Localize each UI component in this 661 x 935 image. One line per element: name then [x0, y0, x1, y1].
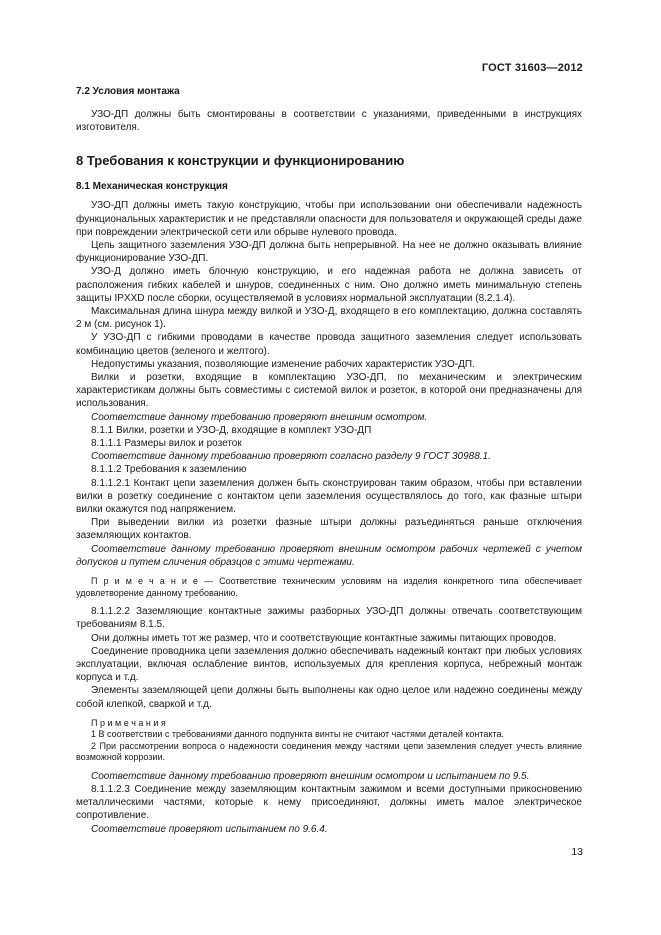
paragraph: Соединение проводника цепи заземления должно обеспечивать надежный контакт при любых условиях эксплуатации, включая ослабление винтов, используемых для крепления корпуса, небрежный монтаж корпуса и т.д. [76, 645, 582, 684]
subsection-title: 8.1.1.2 Требования к заземлению [91, 464, 247, 476]
page-content [76, 86, 582, 836]
paragraph: 8.1.1.2.2 Заземляющие контактные зажимы разборных УЗО-ДП должны отвечать соответствующим требованиям 8.1.5. [76, 606, 582, 631]
compliance-statement: Соответствие данному требованию проверяют внешним осмотром и испытанием по 9.5. [91, 770, 530, 782]
note [76, 576, 582, 599]
compliance-statement: Соответствие данному требованию проверяют внешним осмотром. [91, 411, 428, 423]
paragraph: Вилки и розетки, входящие в комплектацию УЗО-ДП, по механическим и электрическим характеристикам должны быть совместимы с системой вилок и розеток, в которой они предназначены для использования. [76, 372, 582, 410]
compliance-statement: Соответствие данному требованию проверяют согласно разделу 9 ГОСТ 30988.1. [91, 451, 491, 463]
subsection-title: 8.1.1.1 Размеры вилок и розеток [91, 438, 242, 450]
note-label: П р и м е ч а н и е [91, 576, 198, 587]
paragraph: УЗО-Д должно иметь блочную конструкцию, и его надежная работа не должна зависеть от расположения гибких кабелей и шнуров, соединенных с ним. Оно должно иметь минимальную степень защиты IPXXD после сборки, осуществляемой в условиях нормальной эксплуатации (8.2.1.4). [76, 266, 582, 304]
paragraph: Максимальная длина шнура между вилкой и УЗО-Д, входящего в его комплектацию, должна составлять 2 м (см. рисунок 1). [76, 306, 582, 331]
page-number: 13 [571, 846, 583, 858]
note-item: 2 При рассмотрении вопроса о надежности соединения между частями цепи заземления следует учесть влияние возможной коррозии. [76, 740, 582, 763]
paragraph: У УЗО-ДП с гибкими проводами в качестве провода защитного заземления следует использовать комбинацию цветов (зеленого и желтого). [76, 332, 582, 357]
paragraph: УЗО-ДП должны быть смонтированы в соответствии с указаниями, приведенными в инструкциях изготовителя. [76, 109, 582, 134]
compliance-statement: Соответствие данному требованию проверяют внешним осмотром рабочих чертежей с учетом допусков и путем сличения образцов с этими чертежами. [76, 543, 582, 568]
paragraph: Недопустимы указания, позволяющие изменение рабочих характеристик УЗО-ДП. [91, 358, 475, 370]
subsection-title: 8.1.1 Вилки, розетки и УЗО-Д, входящие в комплект УЗО-ДП [91, 424, 372, 436]
paragraph: 8.1.1.2.3 Соединение между заземляющим контактным зажимом и всеми доступными прикосновению металлическими частями, которые к нему присоединяют, должны иметь малое электрическое сопротивление. [76, 783, 582, 822]
paragraph: Элементы заземляющей цепи должны быть выполнены как одно целое или надежно соединены между собой клепкой, сваркой и т.д. [76, 685, 582, 710]
paragraph: 8.1.1.2.1 Контакт цепи заземления должен быть сконструирован таким образом, чтобы при вставлении вилки в розетку соединение с контактом цепи заземления осуществлялось до того, как фазные штыри вилки окажутся под напряжением. [76, 477, 582, 516]
paragraph: При выведении вилки из розетки фазные штыри должны разъединяться раньше отключения заземляющих контактов. [76, 517, 582, 542]
note-item: 1 В соответствии с требованиями данного подпункта винты не считают частями деталей контакта. [91, 729, 504, 740]
paragraph: Они должны иметь тот же размер, что и соответствующие контактные зажимы питающих проводов. [91, 632, 557, 644]
note-text: — Соответствие техническим условиям на изделия конкретного типа обеспечивает удовлетворение данному требованию. [76, 576, 582, 598]
paragraph: Цепь защитного заземления УЗО-ДП должна быть непрерывной. На нее не должно оказывать влияние функционирование УЗО-ДП. [76, 240, 582, 265]
paragraph: УЗО-ДП должны иметь такую конструкцию, чтобы при использовании они обеспечивали надежность функциональных характеристик и не представляли опасности для пользователя и окружающей среды даже при повреждении электрической сети или обрыве нулевого провода. [76, 200, 582, 238]
section-8-1-title: 8.1 Механическая конструкция [76, 181, 228, 193]
notes-label: П р и м е ч а н и я [91, 717, 166, 728]
compliance-statement: Соответствие проверяют испытанием по 9.6.4. [91, 823, 328, 835]
section-8-title: 8 Требования к конструкции и функционированию [76, 153, 405, 169]
section-7-2-title: 7.2 Условия монтажа [76, 86, 180, 97]
document-code: ГОСТ 31603—2012 [481, 62, 583, 74]
